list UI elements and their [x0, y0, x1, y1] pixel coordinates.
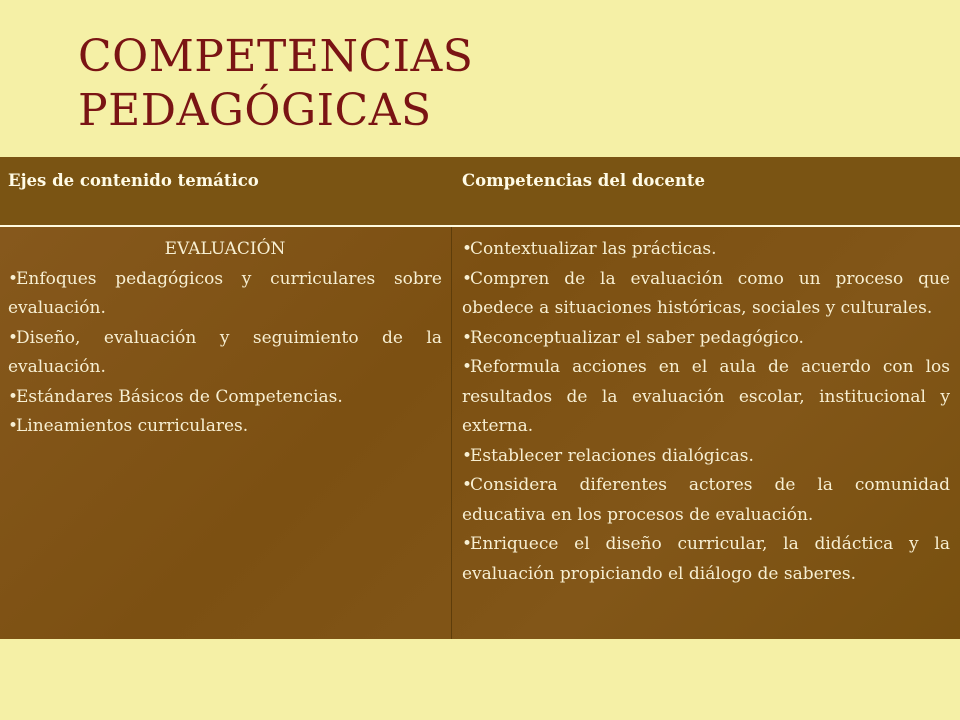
list-item-text: Diseño, evaluación y seguimiento de la evaluación.	[8, 327, 442, 377]
list-item-text: Estándares Básicos de Competencias.	[16, 386, 343, 407]
list-item-text: Establecer relaciones dialógicas.	[470, 445, 754, 466]
bullet-icon: •	[8, 386, 19, 407]
list-item	[8, 383, 442, 413]
list-item	[462, 265, 950, 324]
list-item-text: Enriquece el diseño curricular, la didáctica y la evaluación propiciando el diálogo de saberes.	[462, 534, 950, 584]
list-item	[462, 235, 950, 265]
column-divider	[451, 227, 452, 639]
cell-competencias-docente	[462, 235, 950, 589]
list-item	[8, 265, 442, 324]
list-item	[462, 442, 950, 472]
section-heading-evaluacion: EVALUACIÓN	[164, 239, 286, 259]
header-ejes-de-contenido: Ejes de contenido temático	[8, 171, 259, 190]
header-competencias-docente: Competencias del docente	[462, 171, 706, 190]
list-item	[462, 530, 950, 589]
bullet-icon: •	[8, 268, 19, 289]
list-item-text: Reformula acciones en el aula de acuerdo con los resultados de la evaluación escolar, institucional y externa.	[462, 357, 950, 436]
bullet-icon: •	[462, 534, 473, 554]
list-item	[462, 324, 950, 354]
list-item	[8, 324, 442, 383]
cell-ejes-contenido	[8, 235, 442, 442]
list-item-text: Reconceptualizar el saber pedagógico.	[470, 327, 804, 348]
slide-title	[78, 30, 473, 138]
bullet-icon: •	[462, 327, 473, 348]
list-item-text: Considera diferentes actores de la comunidad educativa en los procesos de evaluación.	[462, 475, 950, 525]
bullet-icon: •	[462, 445, 473, 466]
list-item-text: Compren de la evaluación como un proceso que obedece a situaciones históricas, sociales y culturales.	[462, 268, 950, 318]
slide-title-line-2: PEDAGÓGICAS	[78, 85, 432, 136]
list-item	[462, 353, 950, 442]
bullet-icon: •	[8, 327, 19, 348]
bullet-icon: •	[462, 475, 473, 495]
list-item-text: Lineamientos curriculares.	[16, 416, 249, 436]
list-item	[8, 412, 442, 442]
slide-title-line-1: COMPETENCIAS	[78, 31, 474, 82]
bullet-icon: •	[462, 239, 473, 259]
list-item-text: Contextualizar las prácticas.	[470, 239, 717, 259]
table-body-row	[0, 227, 960, 639]
bullet-icon: •	[8, 416, 19, 436]
bullet-icon: •	[462, 357, 473, 377]
bullet-icon: •	[462, 268, 473, 289]
table-header-row	[0, 157, 960, 227]
list-item-text: Enfoques pedagógicos y curriculares sobre evaluación.	[8, 268, 442, 318]
content-axes-list	[8, 265, 442, 442]
teacher-competencies-list	[462, 235, 950, 589]
list-item	[462, 471, 950, 530]
competencies-table	[0, 157, 960, 639]
